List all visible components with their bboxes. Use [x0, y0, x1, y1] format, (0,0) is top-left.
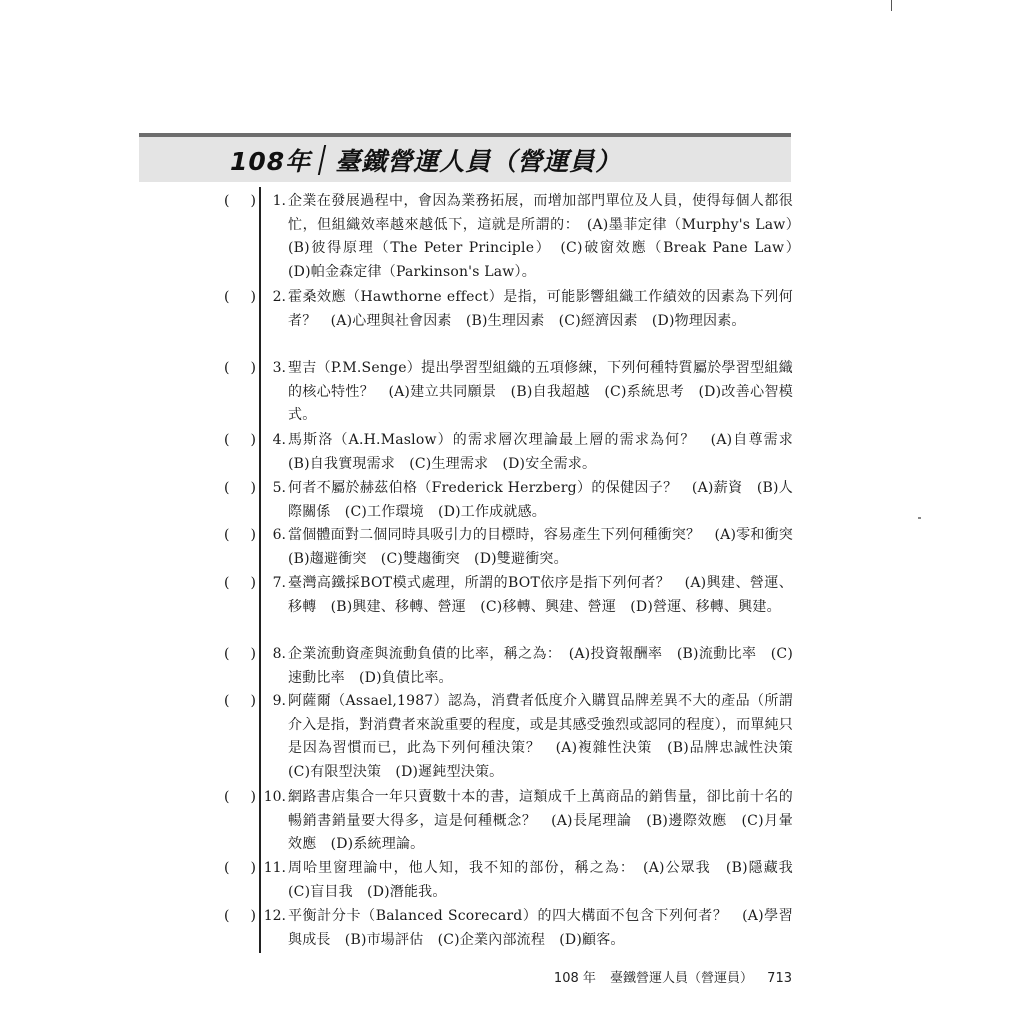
- question-number: 9.: [272, 693, 286, 709]
- title-separator: [318, 145, 326, 175]
- question-text: 平衡計分卡（Balanced Scorecard）的四大構面不包含下列何者？ (A)學習與成長 (B)市場評估 (C)企業內部流程 (D)顧客。: [288, 908, 793, 948]
- question-text: 何者不屬於赫茲伯格（Frederick Herzberg）的保健因子？ (A)薪資 (B)人際關係 (C)工作環境 (D)工作成就感。: [288, 480, 793, 520]
- question-text: 當個體面對二個同時具吸引力的目標時，容易產生下列何種衝突？ (A)零和衝突 (B)趨避衝突 (C)雙趨衝突 (D)雙避衝突。: [288, 527, 808, 567]
- question-number: 8.: [272, 646, 286, 662]
- answer-column-divider: [259, 187, 261, 953]
- question-number: 4.: [272, 432, 286, 448]
- question-text: 企業在發展過程中，會因為業務拓展，而增加部門單位及人員，使得每個人都很忙，但組織效率越來越低下，這就是所謂的： (A)墨菲定律（Murphy's Law） (B)彼得原理（The Peter Principle） (C)破窗效應（Break Pane Law） (D)帕金森定律（Parkinson's Law）。: [288, 193, 808, 280]
- question-number: 7.: [272, 575, 286, 591]
- answer-blank[interactable]: ( ): [224, 575, 256, 591]
- scan-dot: [918, 517, 921, 519]
- answer-blank[interactable]: ( ): [224, 360, 256, 376]
- question-text: 聖吉（P.M.Senge）提出學習型組織的五項修練，下列何種特質屬於學習型組織的核心特性？ (A)建立共同願景 (B)自我超越 (C)系統思考 (D)改善心智模式。: [288, 360, 793, 423]
- question-number: 11.: [263, 860, 286, 876]
- answer-blank[interactable]: ( ): [224, 908, 256, 924]
- answer-blank[interactable]: ( ): [224, 646, 256, 662]
- page-footer: [508, 970, 792, 988]
- question-text: 霍桑效應（Hawthorne effect）是指，可能影響組織工作績效的因素為下列何者？ (A)心理與社會因素 (B)生理因素 (C)經濟因素 (D)物理因素。: [288, 289, 793, 329]
- question-number: 2.: [272, 289, 286, 305]
- footer-title: 臺鐵營運人員（營運員）: [610, 971, 754, 986]
- question-text: 周哈里窗理論中，他人知，我不知的部份，稱之為： (A)公眾我 (B)隱藏我 (C)盲目我 (D)潛能我。: [288, 860, 808, 900]
- footer-year: 108 年: [553, 971, 596, 986]
- page-number: 713: [767, 971, 792, 986]
- chapter-name: 臺鐵營運人員（營運員）: [335, 147, 622, 176]
- answer-blank[interactable]: ( ): [224, 480, 256, 496]
- answer-blank[interactable]: ( ): [224, 289, 256, 305]
- question-text: 阿薩爾（Assael,1987）認為，消費者低度介入購買品牌差異不大的產品（所謂介入是指，對消費者來說重要的程度，或是其感受強烈或認同的程度），而單純只是因為習慣而已，此為下列何種決策？ (A)複雜性決策 (B)品牌忠誠性決策 (C)有限型決策 (D)遲鈍型決策。: [288, 693, 808, 780]
- question-text: 企業流動資產與流動負債的比率，稱之為： (A)投資報酬率 (B)流動比率 (C)速動比率 (D)負債比率。: [288, 646, 793, 686]
- question-number: 12.: [263, 908, 286, 924]
- answer-blank[interactable]: ( ): [224, 193, 256, 209]
- answer-blank[interactable]: ( ): [224, 693, 256, 709]
- question-number: 10.: [263, 789, 286, 805]
- answer-blank[interactable]: ( ): [224, 860, 256, 876]
- question-text: 馬斯洛（A.H.Maslow）的需求層次理論最上層的需求為何？ (A)自尊需求 (B)自我實現需求 (C)生理需求 (D)安全需求。: [288, 432, 808, 472]
- question-number: 3.: [272, 360, 286, 376]
- question-number: 1.: [272, 193, 286, 209]
- page-edge-mark: [891, 0, 892, 11]
- answer-blank[interactable]: ( ): [224, 432, 256, 448]
- question-number: 6.: [272, 527, 286, 543]
- answer-blank[interactable]: ( ): [224, 789, 256, 805]
- chapter-year: 108年: [230, 147, 312, 176]
- header-top-rule: [139, 133, 791, 137]
- answer-blank[interactable]: ( ): [224, 527, 256, 543]
- question-text: 臺灣高鐵採BOT模式處理，所謂的BOT依序是指下列何者？ (A)興建、營運、移轉 (B)興建、移轉、營運 (C)移轉、興建、營運 (D)營運、移轉、興建。: [288, 575, 793, 615]
- question-number: 5.: [272, 480, 286, 496]
- chapter-title: [230, 143, 621, 177]
- question-text: 網路書店集合一年只賣數十本的書，這類成千上萬商品的銷售量，卻比前十名的暢銷書銷量要大得多，這是何種概念？ (A)長尾理論 (B)邊際效應 (C)月暈效應 (D)系統理論。: [288, 789, 793, 852]
